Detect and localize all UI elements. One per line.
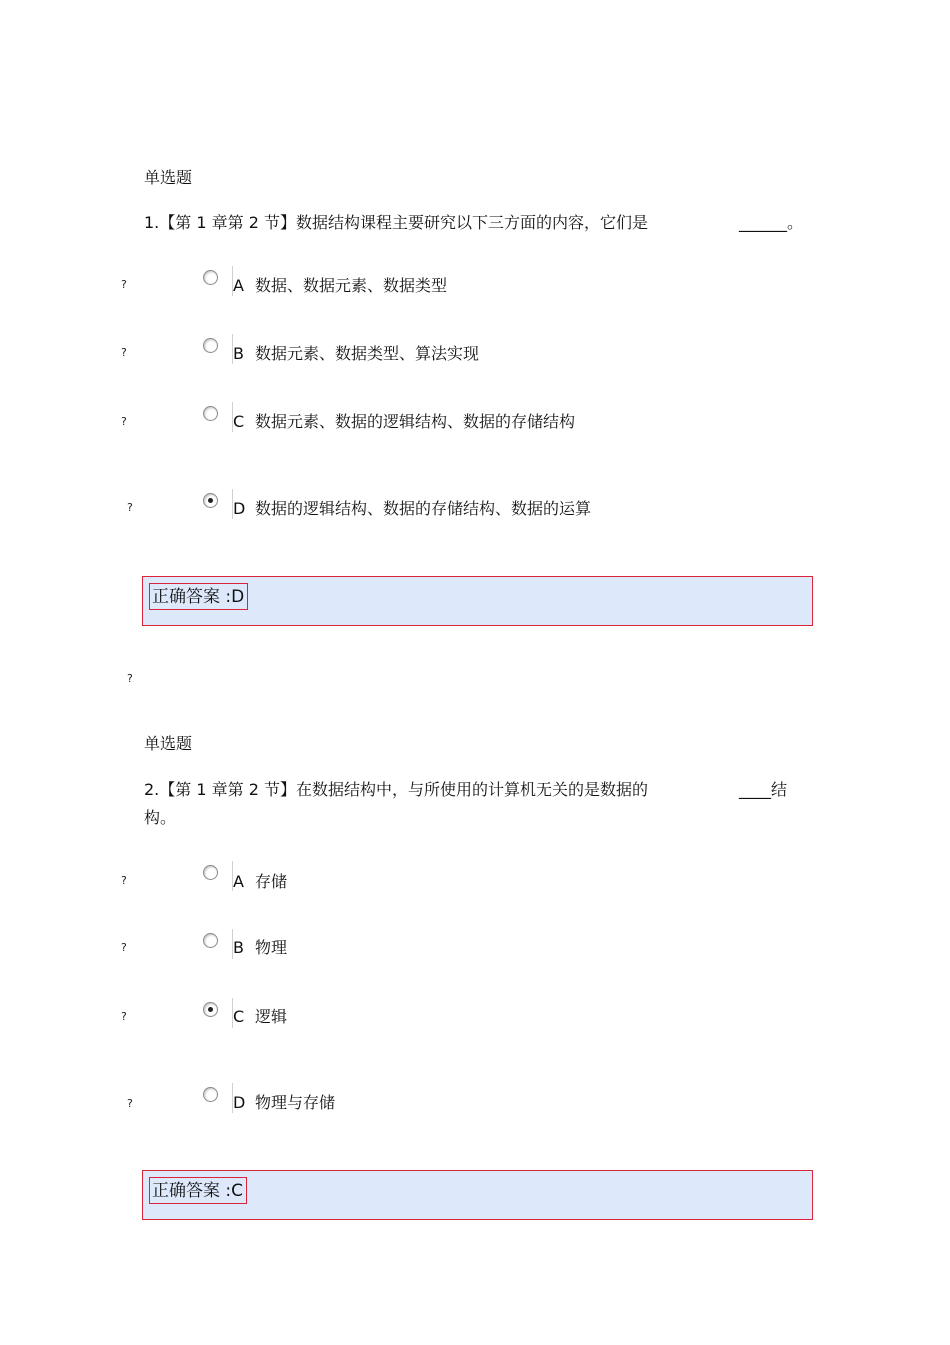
question-blank: ____结 — [739, 780, 788, 799]
option-text: 数据的逻辑结构、数据的存储结构、数据的运算 — [255, 499, 592, 518]
option-marker: ? — [121, 415, 127, 428]
option-text: 数据、数据元素、数据类型 — [255, 276, 448, 295]
option-marker: ? — [121, 278, 127, 291]
correct-answer-label: 正确答案 :C — [149, 1177, 247, 1204]
option-letter: B — [233, 344, 244, 363]
answer-box — [142, 1170, 813, 1220]
option-letter: C — [233, 412, 245, 431]
question-text: 1.【第 1 章第 2 节】数据结构课程主要研究以下三方面的内容，它们是 — [144, 213, 648, 232]
radio-button[interactable] — [203, 1087, 218, 1102]
option-letter: B — [233, 938, 244, 957]
separator-marker: ? — [127, 672, 133, 685]
option-marker: ? — [121, 1010, 127, 1023]
option-marker: ? — [127, 501, 133, 514]
correct-answer-label: 正确答案 :D — [149, 583, 248, 610]
option-label — [233, 496, 591, 519]
radio-button[interactable] — [203, 338, 218, 353]
option-letter: D — [233, 1093, 246, 1112]
option-text: 逻辑 — [255, 1007, 288, 1026]
radio-button-selected[interactable] — [203, 493, 218, 508]
radio-button[interactable] — [203, 933, 218, 948]
option-text: 数据元素、数据类型、算法实现 — [255, 344, 480, 363]
question-text: 2.【第 1 章第 2 节】在数据结构中，与所使用的计算机无关的是数据的 — [144, 780, 648, 799]
option-marker: ? — [121, 941, 127, 954]
option-label — [233, 273, 447, 296]
option-marker: ? — [127, 1097, 133, 1110]
option-text: 数据元素、数据的逻辑结构、数据的存储结构 — [255, 412, 576, 431]
option-letter: A — [233, 872, 244, 891]
question-type-label: 单选题 — [144, 168, 193, 187]
option-marker: ? — [121, 874, 127, 887]
question-blank: ______。 — [739, 213, 804, 232]
option-text: 物理 — [255, 938, 288, 957]
option-label — [233, 869, 287, 892]
option-label — [233, 1090, 335, 1113]
radio-button[interactable] — [203, 865, 218, 880]
option-marker: ? — [121, 346, 127, 359]
radio-button[interactable] — [203, 270, 218, 285]
radio-button[interactable] — [203, 406, 218, 421]
option-label — [233, 935, 287, 958]
option-label — [233, 409, 575, 432]
option-label — [233, 1004, 287, 1027]
option-label — [233, 341, 479, 364]
option-letter: D — [233, 499, 246, 518]
question-type-label: 单选题 — [144, 734, 193, 753]
option-text: 存储 — [255, 872, 288, 891]
radio-button-selected[interactable] — [203, 1002, 218, 1017]
option-letter: A — [233, 276, 244, 295]
option-letter: C — [233, 1007, 245, 1026]
answer-box — [142, 576, 813, 626]
option-text: 物理与存储 — [255, 1093, 336, 1112]
question-text-continued: 构。 — [144, 808, 177, 827]
